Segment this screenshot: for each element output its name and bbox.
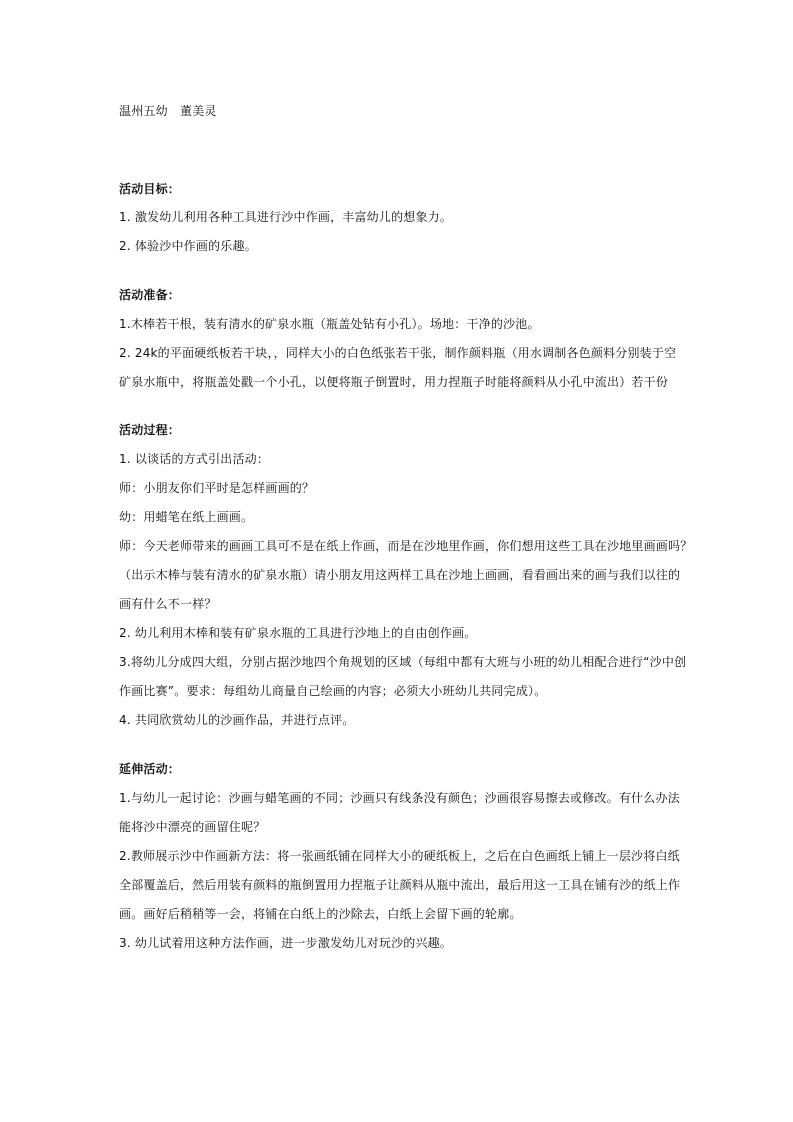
process-line: 3.将幼儿分成四大组，分别占据沙地四个角规划的区域（每组中都有大班与小班的幼儿相配合进行“沙中创	[119, 655, 687, 669]
extension-line: 2.教师展示沙中作画新方法：将一张画纸铺在同样大小的硬纸板上，之后在白色画纸上铺上一层沙将白纸	[119, 849, 680, 863]
process-line: 师：小朋友你们平时是怎样画画的？	[119, 481, 315, 495]
process-line: 2. 幼儿利用木棒和装有矿泉水瓶的工具进行沙地上的自由创作画。	[119, 626, 477, 640]
prep-line: 2. 24k的平面硬纸板若干块，，同样大小的白色纸张若干张，制作颜料瓶（用水调制各色颜料分别装于空	[119, 346, 677, 360]
prep-heading: 活动准备：	[119, 288, 181, 302]
process-line: 1. 以谈话的方式引出活动：	[119, 452, 270, 466]
process-line: 幼：用蜡笔在纸上画画。	[119, 510, 254, 524]
extension-line: 全部覆盖后，然后用装有颜料的瓶倒置用力捏瓶子让颜料从瓶中流出，最后用这一工具在铺有沙的纸上作	[119, 878, 681, 892]
process-line: 4. 共同欣赏幼儿的沙画作品，并进行点评。	[119, 713, 355, 727]
process-heading: 活动过程：	[119, 423, 181, 437]
process-line: 师：今天老师带来的画画工具可不是在纸上作画，而是在沙地里作画，你们想用这些工具在沙地里画画吗？	[119, 539, 693, 553]
author-line: 温州五幼 董美灵	[119, 104, 217, 118]
extension-line: 3. 幼儿试着用这种方法作画，进一步激发幼儿对玩沙的兴趣。	[119, 936, 453, 950]
goals-item: 1. 激发幼儿利用各种工具进行沙中作画，丰富幼儿的想象力。	[119, 210, 453, 224]
extension-line: 能将沙中漂亮的画留住呢？	[119, 820, 266, 834]
extension-line: 画。画好后稍稍等一会，将铺在白纸上的沙除去，白纸上会留下画的轮廓。	[119, 907, 522, 921]
goals-heading: 活动目标：	[119, 182, 181, 196]
extension-line: 1.与幼儿一起讨论：沙画与蜡笔画的不同；沙画只有线条没有颜色；沙画很容易擦去或修改。有什么办法	[119, 791, 680, 805]
prep-line: 1.木棒若干根，装有清水的矿泉水瓶（瓶盖处钻有小孔）。场地：干净的沙池。	[119, 317, 540, 331]
process-line: 画有什么不一样？	[119, 597, 217, 611]
goals-item: 2. 体验沙中作画的乐趣。	[119, 239, 257, 253]
process-line: 作画比赛”。要求：每组幼儿商量自己绘画的内容；必须大小班幼儿共同完成）。	[119, 684, 547, 698]
extension-heading: 延伸活动：	[119, 762, 181, 776]
process-line: （出示木棒与装有清水的矿泉水瓶）请小朋友用这两样工具在沙地上画画，看看画出来的画与我们以往的	[119, 568, 681, 582]
prep-line: 矿泉水瓶中，将瓶盖处戳一个小孔，以便将瓶子倒置时，用力捏瓶子时能将颜料从小孔中流出）若干份	[119, 375, 669, 389]
